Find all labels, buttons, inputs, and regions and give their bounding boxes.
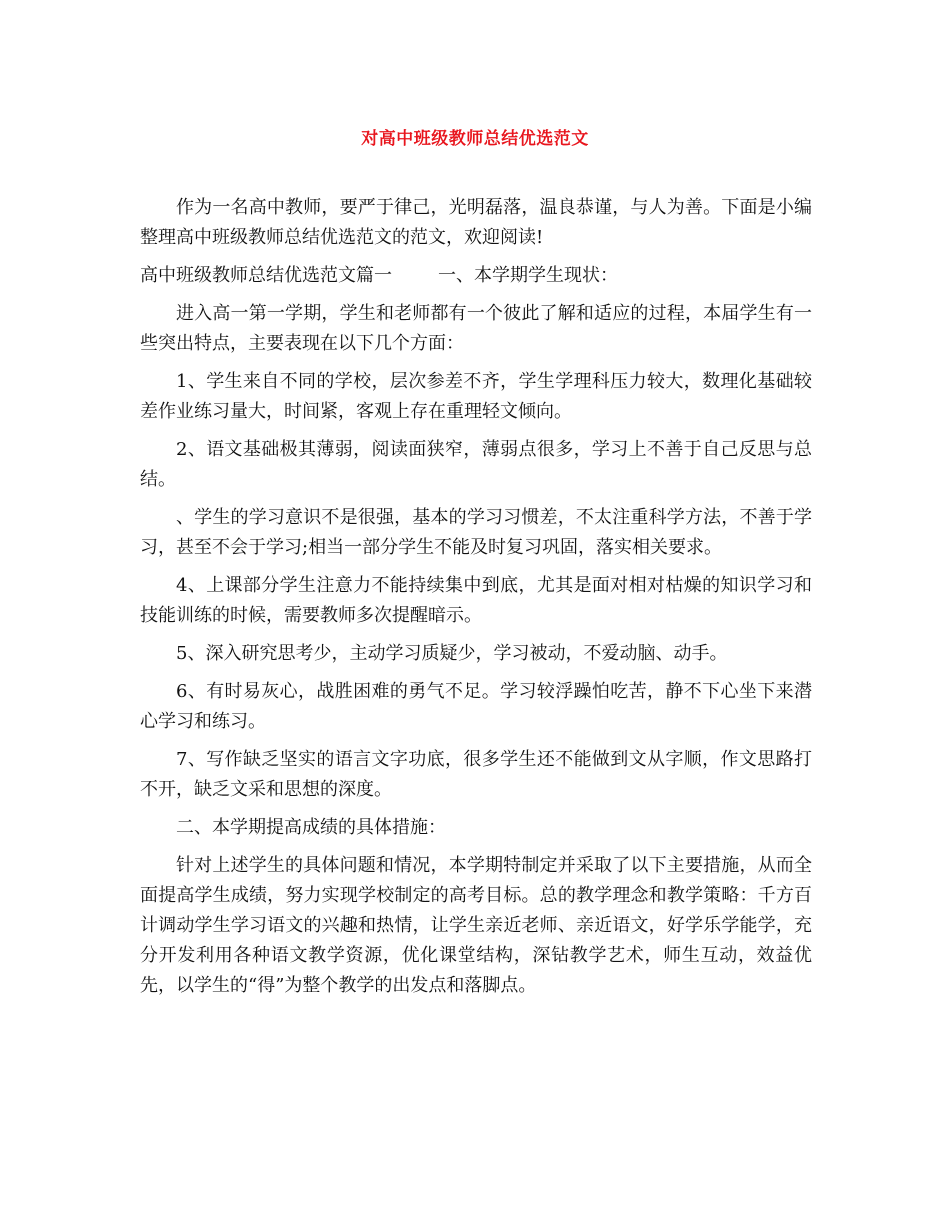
body-paragraph: 5、深入研究思考少，主动学习质疑少，学习被动，不爱动脑、动手。 [176,643,728,664]
article-subtitle: 高中班级教师总结优选范文篇一 [140,265,392,286]
document-title: 对高中班级教师总结优选范文 [361,129,589,149]
body-paragraph: 2、语文基础极其薄弱，阅读面狭窄，薄弱点很多，学习上不善于自己反思与总结。 [140,439,812,490]
section-two-heading: 二、本学期提高成绩的具体措施： [176,817,446,838]
body-paragraph: 、学生的学习意识不是很强，基本的学习习惯差，不太注重科学方法，不善于学习，甚至不会于学习;相当一部分学生不能及时复习巩固，落实相关要求。 [140,507,812,558]
intro-paragraph: 作为一名高中教师，要严于律己，光明磊落，温良恭谨，与人为善。下面是小编整理高中班级教师总结优选范文的范文，欢迎阅读! [140,197,812,248]
section-heading [140,261,812,291]
body-paragraph: 7、写作缺乏坚实的语言文字功底，很多学生还不能做到文从字顺，作文思路打不开，缺乏文采和思想的深度。 [140,749,812,800]
body-paragraph: 针对上述学生的具体问题和情况，本学期特制定并采取了以下主要措施，从而全面提高学生成绩，努力实现学校制定的高考目标。总的教学理念和教学策略：千方百计调动学生学习语文的兴趣和热情，让学生亲近老师、亲近语文，好学乐学能学，充分开发利用各种语文教学资源，优化课堂结构，深钻教学艺术，师生互动，效益优先，以学生的“得”为整个教学的出发点和落脚点。 [140,855,812,996]
document-body [140,193,812,1009]
section-one-heading: 一、本学期学生现状： [438,265,618,286]
body-paragraph: 进入高一第一学期，学生和老师都有一个彼此了解和适应的过程，本届学生有一些突出特点，主要表现在以下几个方面： [140,303,812,354]
body-paragraph: 4、上课部分学生注意力不能持续集中到底，尤其是面对相对枯燥的知识学习和技能训练的时候，需要教师多次提醒暗示。 [140,575,812,626]
body-paragraph: 6、有时易灰心，战胜困难的勇气不足。学习较浮躁怕吃苦，静不下心坐下来潜心学习和练习。 [140,681,812,732]
body-paragraph: 1、学生来自不同的学校，层次参差不齐，学生学理科压力较大，数理化基础较差作业练习量大，时间紧，客观上存在重理轻文倾向。 [140,371,812,422]
